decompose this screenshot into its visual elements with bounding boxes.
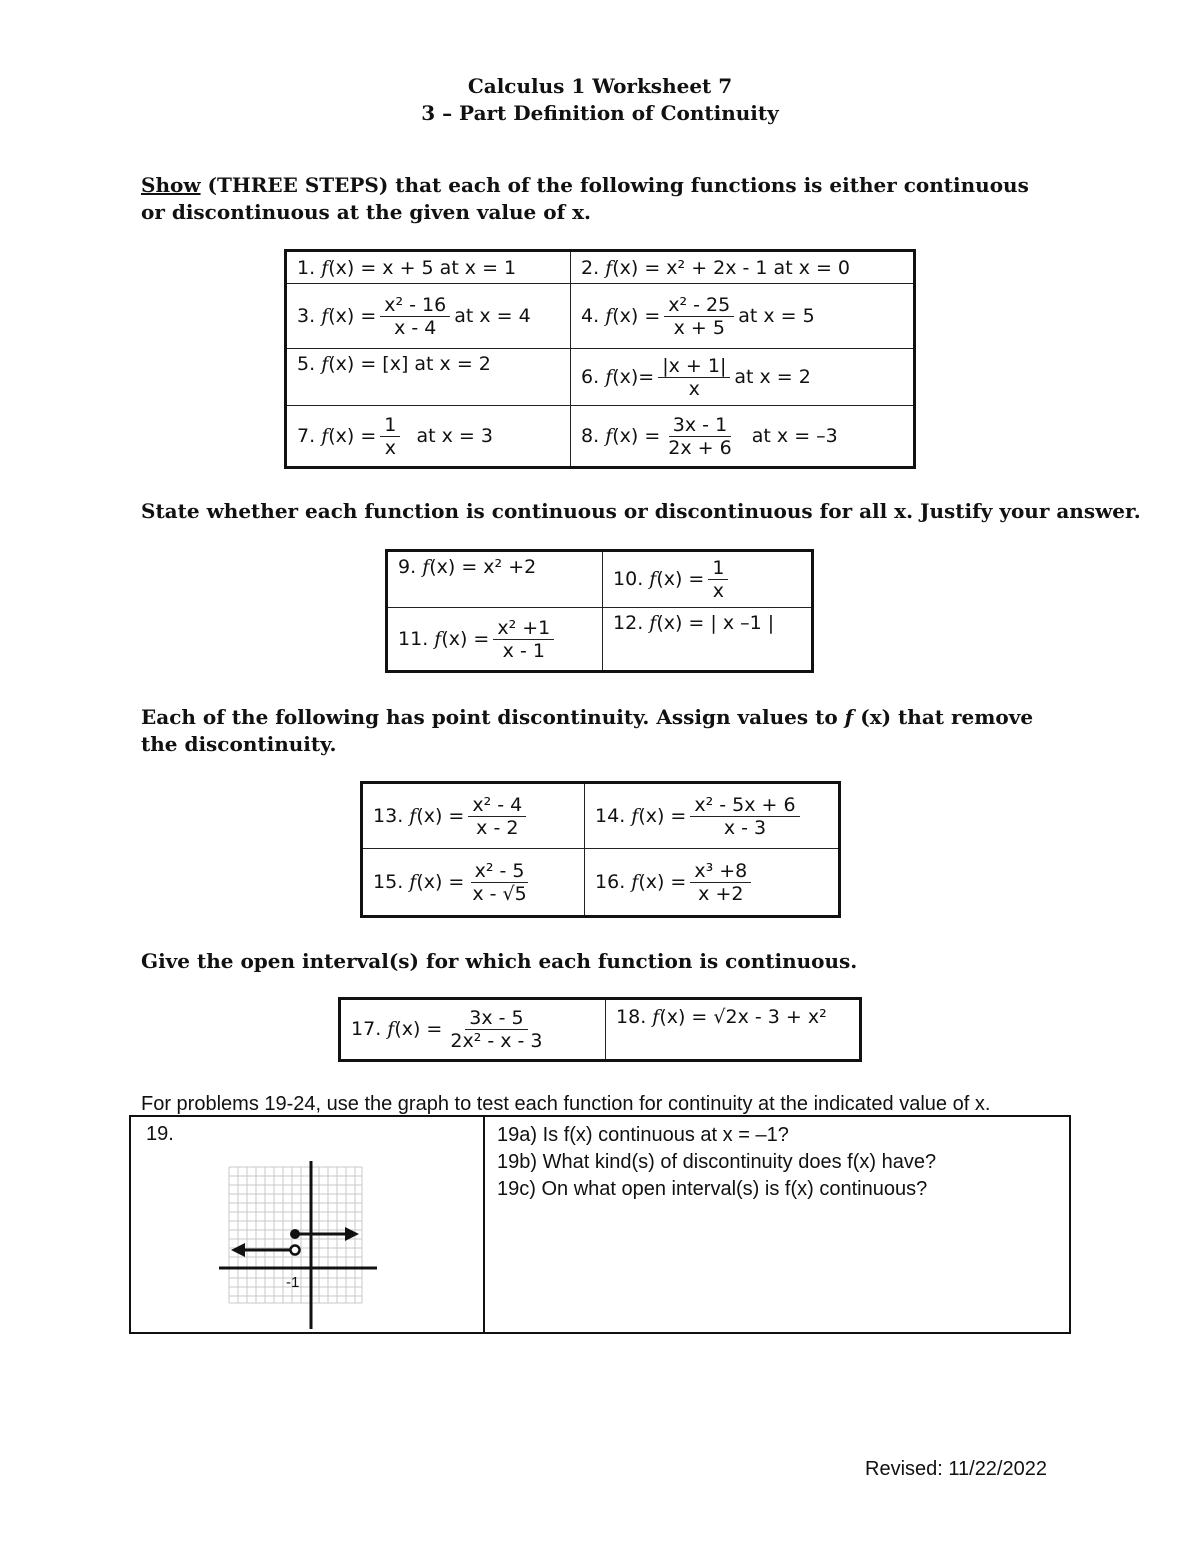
section3-instruction: Each of the following has point discontinuity. Assign values to f (x) that remove the discontinuity. [141,705,1034,756]
problem-9: 9. f(x) = x² +2 [387,551,603,608]
problem-2: 2. f(x) = x² + 2x - 1 at x = 0 [571,251,915,284]
point-discontinuity-table [360,781,841,918]
questions-cell [485,1117,1069,1332]
open-interval-table [338,997,862,1062]
problem-15: 15. f(x) = $\frac{\text{x² - 5}}{x - √5}$ [362,849,585,917]
closed-point [290,1229,300,1239]
instruction-emphasis: Show [141,173,201,197]
problem-12: 12. f(x) = | x –1 | [603,608,813,672]
graph-problem-table [129,1115,1071,1334]
section5-instruction: For problems 19-24, use the graph to test each function for continuity at the indicated value of x. [141,1093,991,1115]
revised-date: Revised: 11/22/2022 [865,1458,1047,1480]
problem-10: 10. f(x) = $\frac{1}{x}$ [603,551,813,608]
problem-17: 17. f(x) = $\frac{3x - 5}{\text{2x² - x - 3}}$ [340,999,606,1061]
all-x-continuity-table [385,549,814,673]
question-19b: 19b) What kind(s) of discontinuity does f(x) have? [497,1151,937,1173]
problem-7: 7. f(x) = $\frac{1}{x}$ at x = 3 [286,406,571,468]
problem-8: 8. f(x) = $\frac{3x - 1}{2x + 6}$ at x = –3 [571,406,915,468]
problem-13: 13. f(x) = $\frac{\text{x² - 4}}{x - 2}$ [362,783,585,849]
graph-cell [131,1117,485,1332]
problem-6: 6. f(x)= $\frac{|x + 1|}{x}$ at x = 2 [571,349,915,406]
section4-instruction: Give the open interval(s) for which each function is continuous. [141,949,858,973]
problem-16: 16. f(x) = $\frac{\text{x³ +8}}{x +2}$ [585,849,840,917]
question-19a: 19a) Is f(x) continuous at x = –1? [497,1124,789,1146]
function-graph [131,1117,483,1336]
problem-14: 14. f(x) = $\frac{\text{x² - 5x + 6}}{x - 3}$ [585,783,840,849]
axis-label-minus-1: -1 [286,1274,300,1291]
problem-4: 4. f(x) = $\frac{\text{x² - 25}}{x + 5}$ at x = 5 [571,284,915,349]
section2-instruction: State whether each function is continuous or discontinuous for all x. Justify your answer. [141,499,1141,523]
problem-3: 3. f(x) = $\frac{\text{x² - 16}}{x - 4}$ at x = 4 [286,284,571,349]
question-19c: 19c) On what open interval(s) is f(x) continuous? [497,1178,928,1200]
problem-18: 18. f(x) = √2x - 3 + x² [606,999,861,1061]
problem-5: 5. f(x) = [x] at x = 2 [286,349,571,406]
problem-19-label: 19. [146,1123,174,1145]
problem-1: 1. f(x) = x + 5 at x = 1 [286,251,571,284]
instruction-text: (THREE STEPS) that each of the following functions is either continuous or discontinuous at the given value of x. [141,173,1029,224]
open-point [291,1246,300,1255]
worksheet-subtitle: 3 – Part Definition of Continuity [421,101,779,125]
problem-11: 11. f(x) = $\frac{\text{x² +1}}{x - 1}$ [387,608,603,672]
section1-instruction [141,172,1041,226]
continuity-problems-table [284,249,916,469]
worksheet-title: Calculus 1 Worksheet 7 [467,74,733,98]
